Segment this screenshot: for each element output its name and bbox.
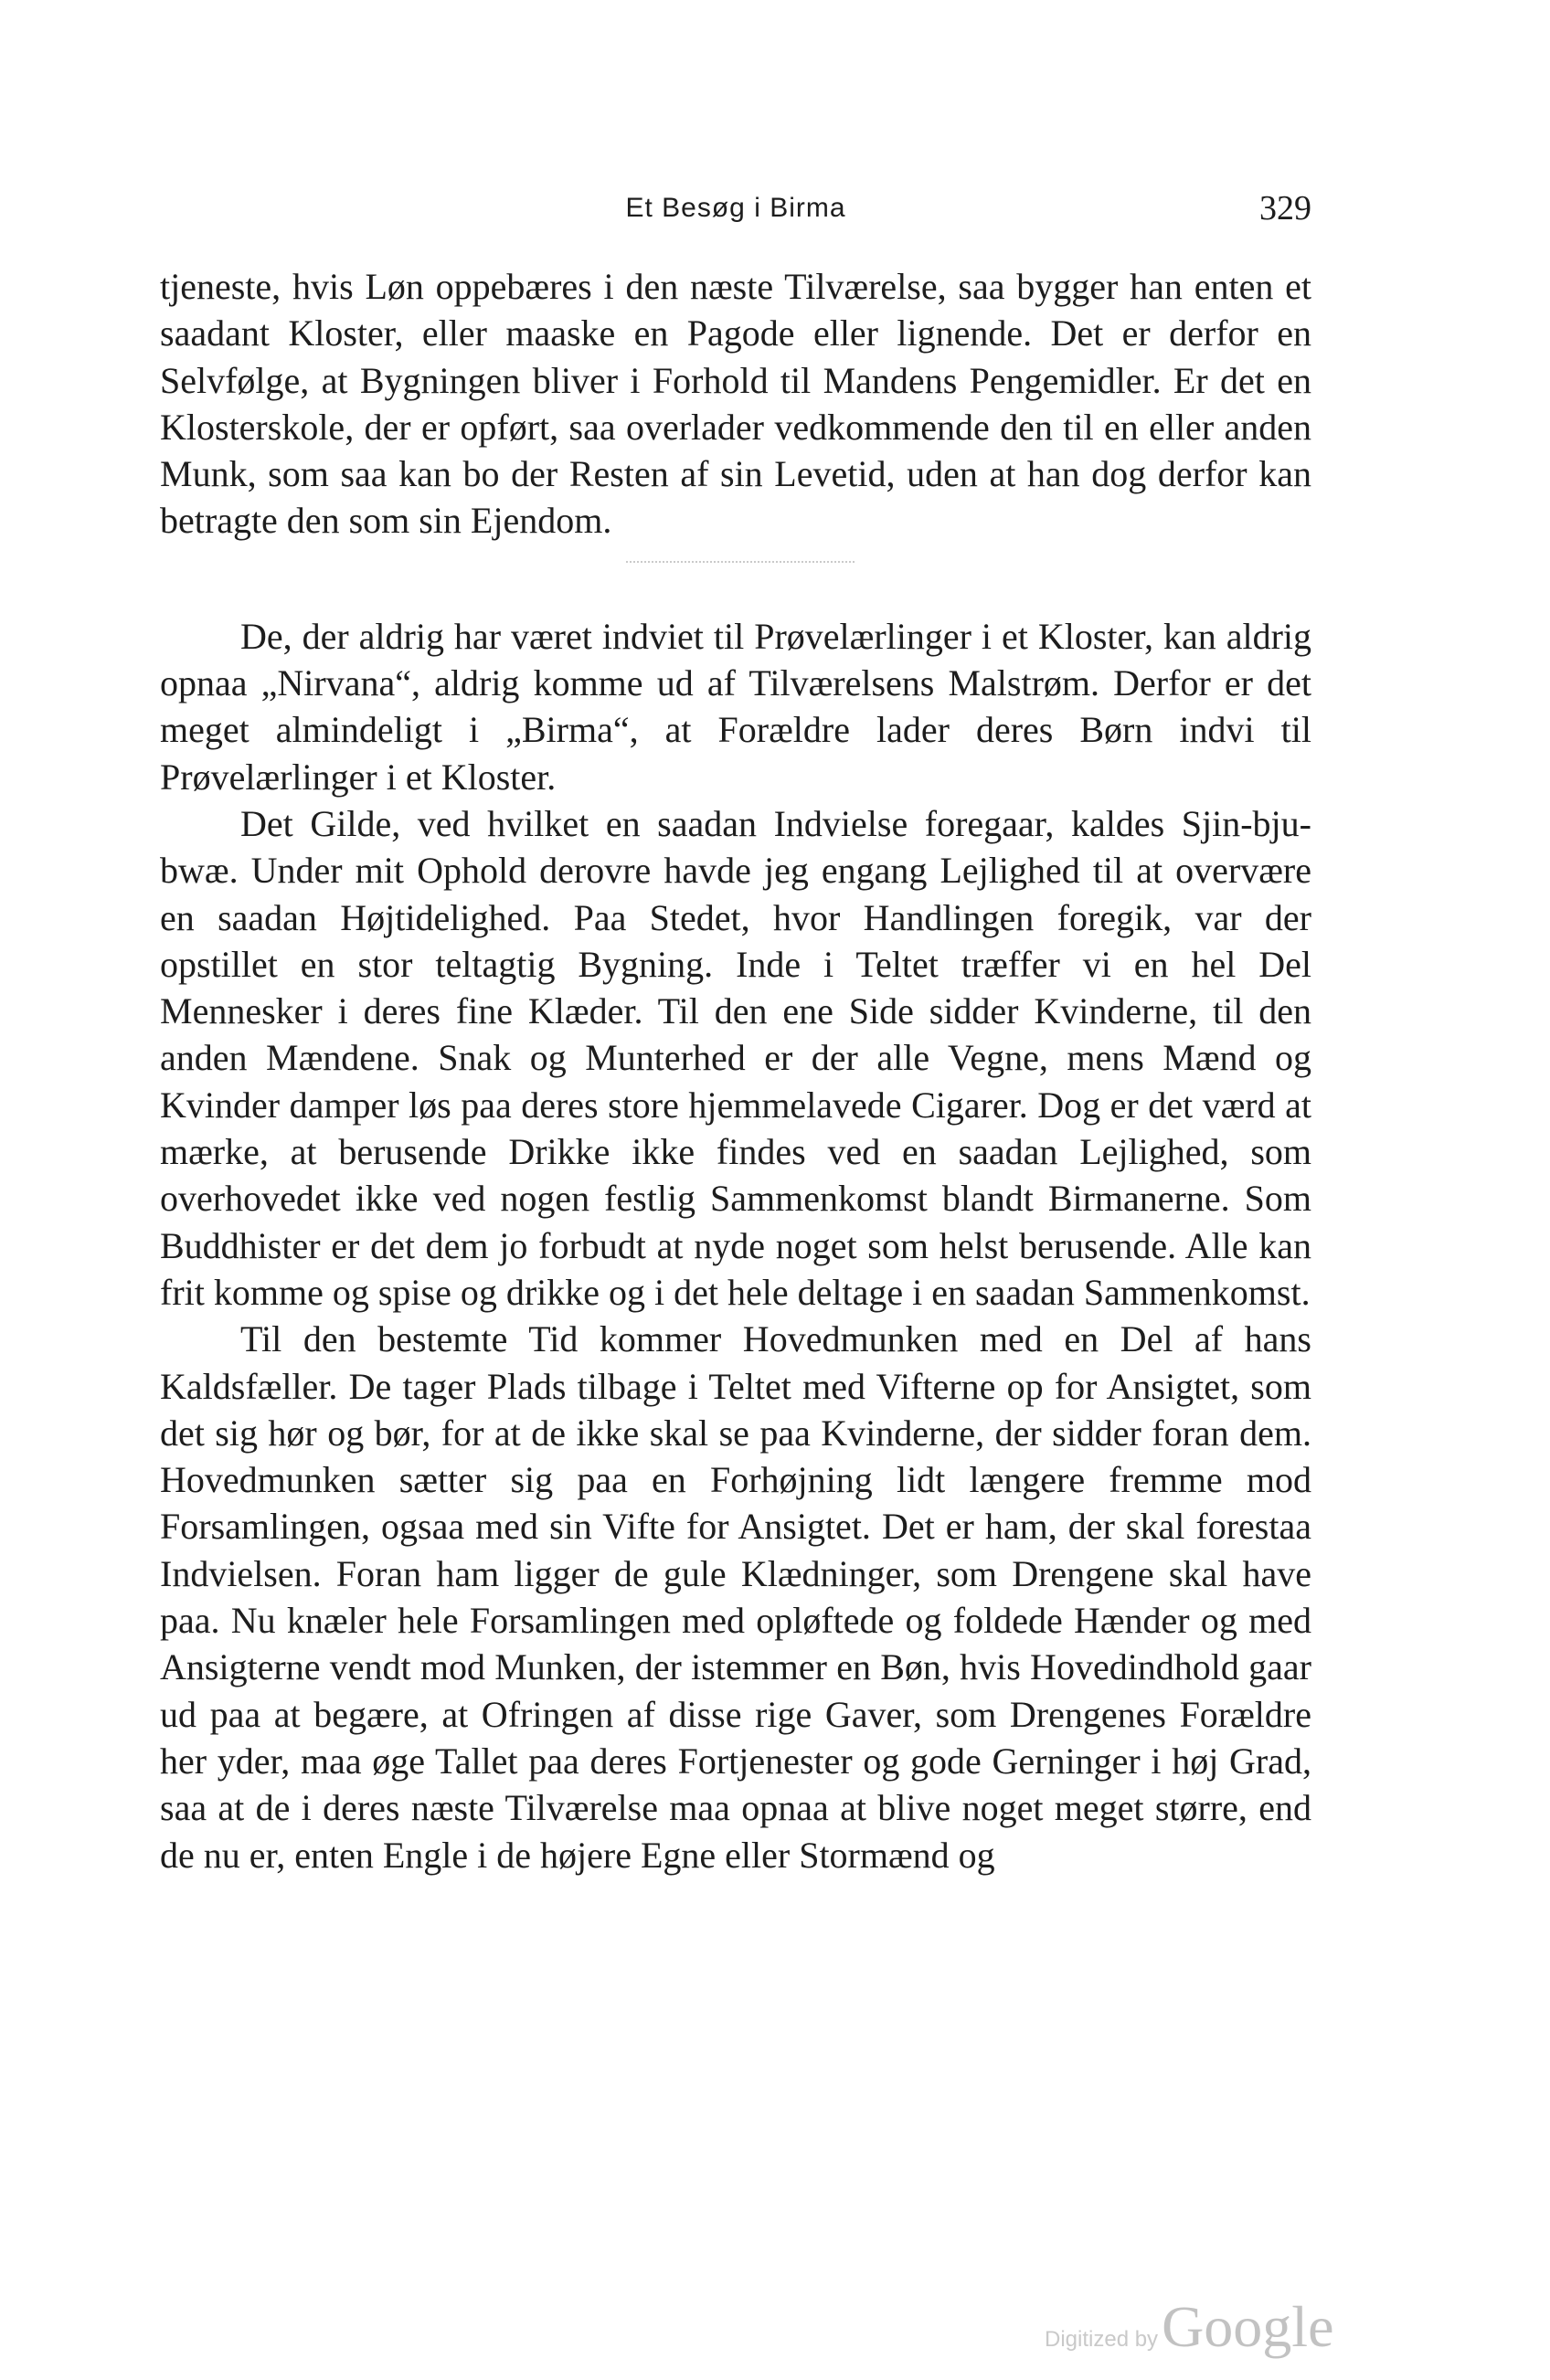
paragraph-continued: tjeneste, hvis Løn oppebæres i den næste Tilværelse, saa bygger han enten et saadant Kloster, eller maaske en Pagode eller lignende. Det er derfor en Selvfølge, at Bygningen bliver i Forhold til Mandens Pengemidler. Er det en Klosterskole, der er opført, saa overlader vedkommende den til en eller anden Munk, som saa kan bo der Resten af sin Levetid, uden at han dog derfor kan betragte den som sin Ejendom. <box>160 266 1311 542</box>
faint-dash-mark <box>626 561 855 568</box>
running-header <box>160 190 1311 227</box>
page-number: 329 <box>1259 189 1311 227</box>
watermark-prefix: Digitized by <box>1045 2327 1159 2352</box>
paragraph: De, der aldrig har været indviet til Prøvelærlinger i et Kloster, kan aldrig opnaa „Nirvana“, aldrig komme ud af Tilværelsens Malstrøm. Derfor er det meget almindeligt i „Birma“, at Forældre lader deres Børn indvi til Prøvelærlinger i et Kloster. <box>160 615 1311 798</box>
section-break <box>160 545 1311 613</box>
paragraph: Til den bestemte Tid kommer Hovedmunken med en Del af hans Kaldsfæller. De tager Plads tilbage i Teltet med Vifterne op for Ansigtet, som det sig hør og bør, for at de ikke skal se paa Kvinderne, der sidder foran dem. Hovedmunken sætter sig paa en Forhøjning lidt længere fremme mod Forsamlingen, ogsaa med sin Vifte for Ansigtet. Det er ham, der skal forestaa Indvielsen. Foran ham ligger de gule Klædninger, som Drengene skal have paa. Nu knæler hele Forsamlingen med opløftede og foldede Hænder og med Ansigterne vendt mod Munken, der istemmer en Bøn, hvis Hovedindhold gaar ud paa at begære, at Ofringen af disse rige Gaver, som Drengenes Forældre her yder, maa øge Tallet paa deres Fortjenester og gode Gerninger i høj Grad, saa at de i deres næste Tilværelse maa opnaa at blive noget meget større, end de nu er, enten Engle i de højere Egne eller Stormænd og <box>160 1318 1311 1876</box>
body-text <box>160 263 1311 1878</box>
running-title: Et Besøg i Birma <box>625 193 846 223</box>
digitized-by-google-watermark <box>1045 2293 1333 2366</box>
paragraph: Det Gilde, ved hvilket en saadan Indvielse foregaar, kaldes Sjin-bju-bwæ. Under mit Ophold derovre havde jeg engang Lejlighed til at overvære en saadan Højtidelighed. Paa Stedet, hvor Handlingen foregik, var der opstillet en stor teltagtig Bygning. Inde i Teltet træffer vi en hel Del Mennesker i deres fine Klæder. Til den ene Side sidder Kvinderne, til den anden Mændene. Snak og Munterhed er der alle Vegne, mens Mænd og Kvinder damper løs paa deres store hjemmelavede Cigarer. Dog er det værd at mærke, at berusende Drikke ikke findes ved en saadan Lejlighed, som overhovedet ikke ved nogen festlig Sammenkomst blandt Birmanerne. Som Buddhister er det dem jo forbudt at nyde noget som helst berusende. Alle kan frit komme og spise og drikke og i det hele deltage i en saadan Sammenkomst. <box>160 802 1311 1313</box>
google-logo: Google <box>1162 2294 1334 2359</box>
